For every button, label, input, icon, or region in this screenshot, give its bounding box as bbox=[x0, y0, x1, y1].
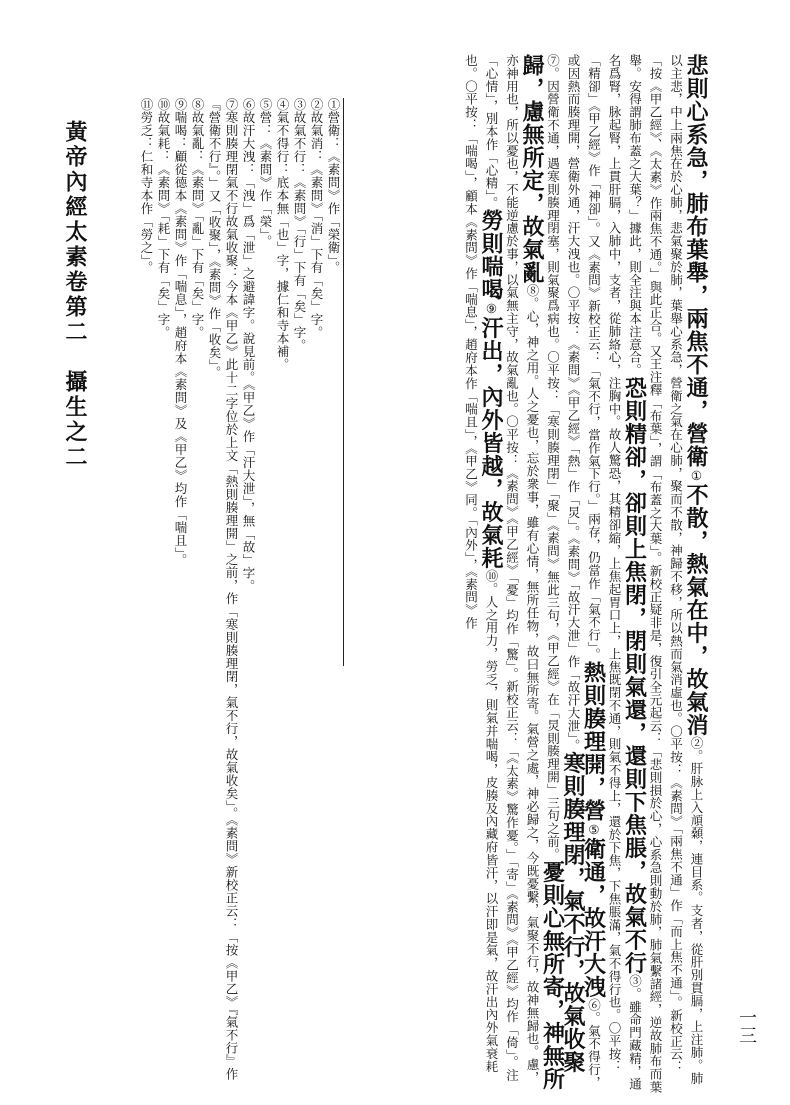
page-number: 一三 bbox=[736, 1008, 757, 1044]
page-header-title: 黃帝內經太素卷第二 攝生之二 bbox=[62, 120, 88, 470]
commentary-segment: ②。肝脉上入頏顙，連目系。支者，從肝別貫膈，上注肺。肺以主悲，中上兩焦在於心肺，悲氣聚於肺，葉舉心系急，營衛之氣在心肺，聚而不散，神歸不移，所以熱而氣消虛也。〇平按：《素問》「兩焦不通」作「而上焦不通」。新校正云：「按《甲乙經》、《太素》作兩焦不通。」與此正合。又王注釋「布葉」，謂「布蓋之大葉」。新校正疑非是，復引全元起云：「悲則損於心，心系急則動於肺，肺氣繫諸經，逆故肺布而葉舉。安得謂肺布蓋之大葉？」據此，則全注與本注意合。 bbox=[627, 54, 704, 1094]
commentary-segment: ⑨ bbox=[484, 301, 499, 317]
classic-text-segment: 悲則心系急，肺布葉舉，兩焦不通，營衛 bbox=[683, 54, 709, 468]
classic-text-segment: 熱則腠理開，營 bbox=[580, 661, 607, 823]
footnote: ⑦寒則腠理閉氣不行故氣收聚：今本《甲乙》此十二字位於上文「熱則腠理開」之前，作「寒則腠理閉，氣不行，故氣收矣」。《素問》新校正云：「按《甲乙》『氣不行』作『營衛不行』。」又「收聚」，《素問》作「收矣」。 bbox=[207, 98, 239, 1081]
commentary-segment: ⑧。心，神之用。人之憂也，忘於衆事，雖有心情，無所任物，故曰無所寄。氣營之處，神必歸之，今既憂繫，氣聚不行，故神無歸也。慮，亦神用也，所以憂也，不能逆慮於事，以氣無主守，故氣亂也。〇平按：《素問》《甲乙經》「憂」均作「驚」。新校正云：「《太素》驚作憂。」「寄」《素問》《甲乙經》均作「倚」。注「心情」，別本作「心精」。 bbox=[484, 54, 540, 1084]
footnote: ⑤營：《素問》作「榮」。 bbox=[258, 98, 273, 248]
footnote: ⑧故氣亂：《素問》「亂」下有「矣」字。 bbox=[190, 98, 205, 339]
classic-text-segment: 寒則腠理閉，氣不行，故氣收聚 bbox=[560, 751, 586, 1074]
footnote: ⑥故汗大洩：「洩」爲「泄」之避諱字。說見前。《甲乙》作「汗大泄」，無「故」字。 bbox=[241, 98, 256, 593]
commentary-segment: ⑦。因營衛不通，遇寒則腠理閉塞，則氣聚爲病也。〇平按：「寒則腠理閉」「聚」《素問》無此三句，《甲乙經》在「炅則腠理開」三句之前。 bbox=[545, 54, 561, 861]
classic-text-segment: 憂則心無所寄，神無所歸，慮無所定，故氣亂 bbox=[519, 54, 566, 1091]
commentary-segment: ⑩。人之用力，勞乏，則氣并喘喝，皮腠及內藏府皆汗，以汗即是氣，故汗出內外氣衰耗也。〇平按：「喘喝」，顧本《素問》作「喘息」，趙府本作「喘且」，《甲乙》同。「內外」，《素問》作 bbox=[463, 54, 499, 1073]
commentary-segment: ⑥。氣不得行，或因熱而腠理開，營衛外通，汗大洩也。〇平按：《素問》《甲乙經》「熱」作「炅」。《素問》「故汗大泄」作「故汗大泄」。 bbox=[566, 54, 602, 1089]
main-text-block bbox=[358, 54, 709, 1094]
classic-text-segment: 衛通，故汗大洩 bbox=[580, 837, 607, 999]
classic-text-segment: 汗出，內外皆越，故氣耗 bbox=[478, 316, 504, 570]
footnote: ④氣不得行：底本無「也」字，據仁和寺本補。 bbox=[275, 98, 290, 371]
footnote: ⑨喘喝：顧從德本《素問》作「喘息」，趙府本《素問》及《甲乙》均作「喘且」。 bbox=[173, 98, 188, 567]
footnote: ⑪勞乏：仁和寺本作「勞之」。 bbox=[139, 98, 154, 274]
footnotes-block bbox=[120, 98, 342, 1098]
commentary-segment: ⑤ bbox=[586, 822, 602, 838]
classic-text-segment: 勞則喘喝 bbox=[478, 209, 504, 302]
footnote: ②故氣消：《素問》「消」下有「矣」字。 bbox=[309, 98, 324, 339]
footnote: ⑩故氣耗：《素問》「耗」下有「矣」字。 bbox=[156, 98, 171, 339]
footnote-divider bbox=[343, 98, 344, 666]
commentary-segment: ① bbox=[689, 468, 704, 484]
footnote: ③故氣不行：《素問》「行」下有「矣」字。 bbox=[292, 98, 307, 352]
main-paragraph bbox=[460, 54, 709, 1094]
footnote: ①營衛：《素問》作「榮衛」。 bbox=[326, 98, 341, 274]
classic-text-segment: 不散，熱氣在中，故氣消 bbox=[683, 483, 709, 737]
classic-text-segment: 恐則精卻，卻則上焦閉，閉則氣還，還則下焦脹，故氣不行 bbox=[621, 376, 648, 975]
commentary-segment: ③。雖命門藏精，通名爲腎，脉起腎，上貫肝膈，入肺中，支者，從肺絡心，注胸中。故人驚恐，其精卻縮，上焦起胃口上，上焦既閉不通，則氣不得上，還於下焦，下焦脹滿，氣不得行也。〇平按：「精卻」《甲乙經》作「神卻」。又《素問》新校正云：「氣不行，當作氣下行。」兩存，仍當作「氣不行」。 bbox=[586, 54, 643, 1091]
